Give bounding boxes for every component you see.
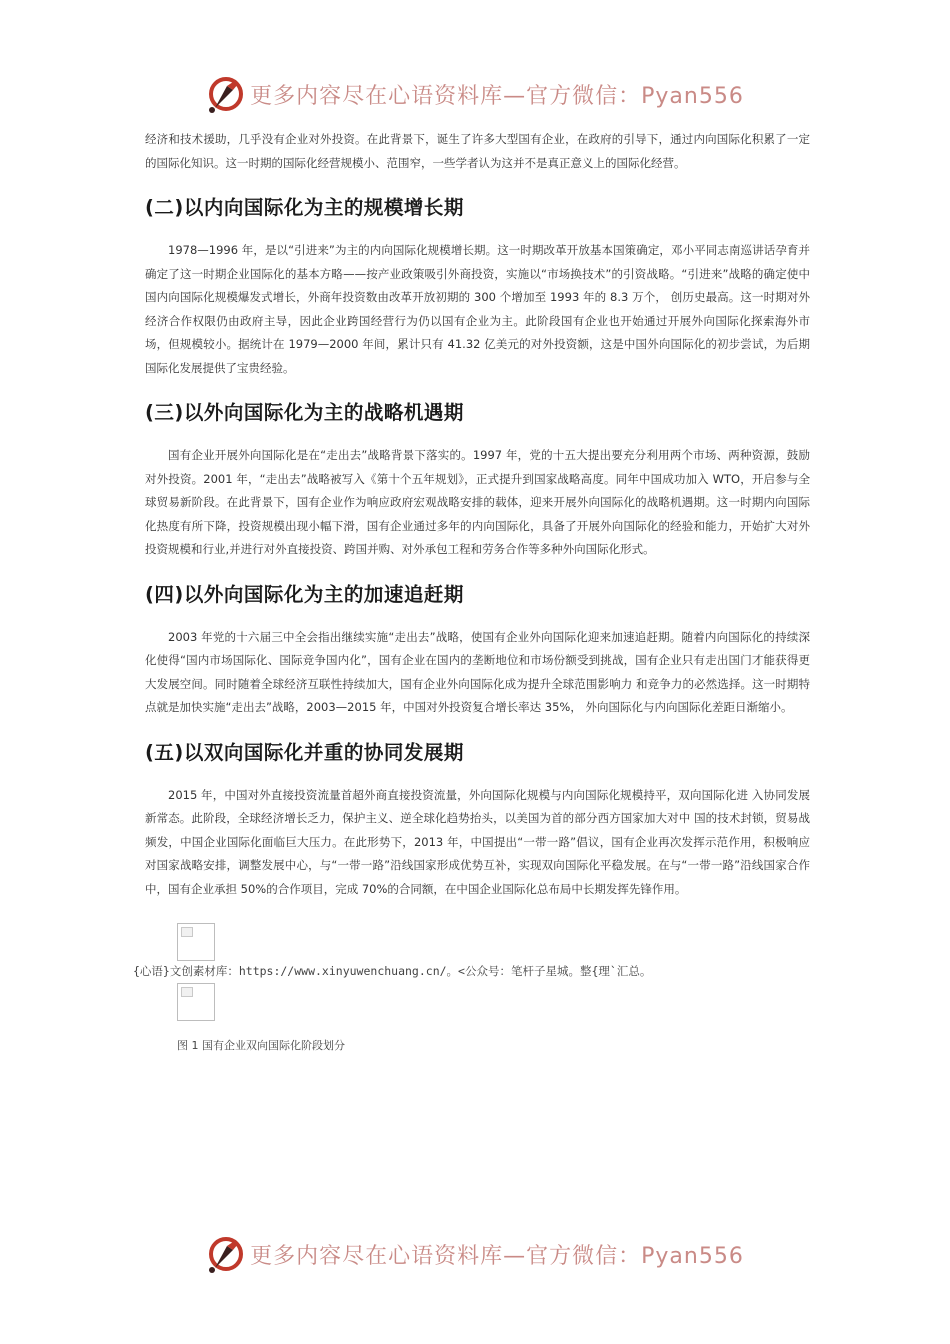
- watermark-banner-top: [0, 72, 950, 116]
- intro-paragraph: 经济和技术援助，几乎没有企业对外投资。在此背景下，诞生了许多大型国有企业，在政府的引导下，通过内向国际化积累了一定的国际化知识。这一时期的国际化经营规模小、范围窄，一些学者认为这并不是真正意义上的国际化经营。: [145, 132, 810, 170]
- watermark-text: 更多内容尽在心语资料库—官方微信：Pyan556: [250, 83, 744, 109]
- broken-image-icon: [177, 983, 215, 1021]
- pen-nib-logo-icon: [206, 1234, 246, 1274]
- broken-image-icon: [177, 923, 215, 961]
- section-body-4: 2003 年党的十六届三中全会指出继续实施“走出去”战略，使国有企业外向国际化迎来加速追赶期。随着内向国际化的持续深化使得“国内市场国际化、国际竞争国内化”，国有企业在国内的垄断地位和市场份额受到挑战，国有企业只有走出国门才能获得更大发展空间。同时随着全球经济互联性持续加大，国有企业外向国际化成为提升全球范围影响力 和竞争力的必然选择。这一时期特点就是加快实施“走出去”战略，2003—2015 年，中国对外投资复合增长率达 35%， 外向国际化与内向国际化差距日渐缩小。: [145, 629, 810, 714]
- section-body-5: 2015 年，中国对外直接投资流量首超外商直接投资流量，外向国际化规模与内向国际化规模持平，双向国际化进 入协同发展新常态。此阶段，全球经济增长乏力，保护主义、逆全球化趋势抬头，以美国为首的部分西方国家加大对中 国的技术封锁，贸易战频发，中国企业国际化面临巨大压力。在此形势下，2013 年，中国提出“一带一路”倡议，国有企业再次发挥示范作用，积极响应对国家战略安排，调整发展中心，与“一带一路”沿线国家形成优势互补，实现双向国际化平稳发展。在与“一带一路”沿线国家合作中，国有企业承担 50%的合作项目，完成 70%的合同额，在中国企业国际化总布局中长期发挥先锋作用。: [145, 787, 810, 896]
- section-heading-3: (三)以外向国际化为主的战略机遇期: [145, 401, 464, 424]
- section-body-2: 1978—1996 年，是以“引进来”为主的内向国际化规模增长期。这一时期改革开放基本国策确定，邓小平同志南巡讲话孕育并确定了这一时期企业国际化的基本方略——按产业政策吸引外商投资，实施以“市场换技术”的引资战略。“引进来”战略的确定使中国内向国际化规模爆发式增长，外商年投资数由改革开放初期的 300 个增加至 1993 年的 8.3 万个， 创历史最高。这一时期对外经济合作权限仍由政府主导，因此企业跨国经营行为仍以国有企业为主。此阶段国有企业也开始通过开展外向国际化探索海外市场，但规模较小。据统计在 1979—2000 年间，累计只有 41.32 亿美元的对外投资额，这是中国外向国际化的初步尝试，为后期国际化发展提供了宝贵经验。: [145, 243, 810, 375]
- watermark-text: 更多内容尽在心语资料库—官方微信：Pyan556: [250, 1243, 744, 1269]
- figure-caption: 图 1 国有企业双向国际化阶段划分: [177, 1039, 345, 1052]
- source-line: {心语}文创素材库：https://www.xinyuwenchuang.cn/。<公众号：笔杆子星城。整{理`汇总。: [133, 964, 652, 978]
- pen-nib-logo-icon: [206, 74, 246, 114]
- document-body: [133, 128, 810, 1053]
- section-heading-4: (四)以外向国际化为主的加速追赶期: [145, 582, 464, 606]
- section-body-3: 国有企业开展外向国际化是在“走出去”战略背景下落实的。1997 年，党的十五大提出要充分利用两个市场、两种资源，鼓励对外投资。2001 年，“走出去”战略被写入《第十个五年规划》，正式提升到国家战略高度。同年中国成功加入 WTO，开启参与全球贸易新阶段。在此背景下，国有企业作为响应政府宏观战略安排的载体，迎来开展外向国际化的战略机遇期。这一时期内向国际化热度有所下降，投资规模出现小幅下滑，国有企业通过多年的内向国际化，具备了开展外向国际化的经验和能力，开始扩大对外投资规模和行业,并进行对外直接投资、跨国并购、对外承包工程和劳务合作等多种外向国际化形式。: [145, 448, 810, 556]
- section-heading-2: (二)以内向国际化为主的规模增长期: [145, 196, 464, 219]
- watermark-banner-bottom: [0, 1232, 950, 1276]
- section-heading-5: (五)以双向国际化并重的协同发展期: [145, 740, 464, 764]
